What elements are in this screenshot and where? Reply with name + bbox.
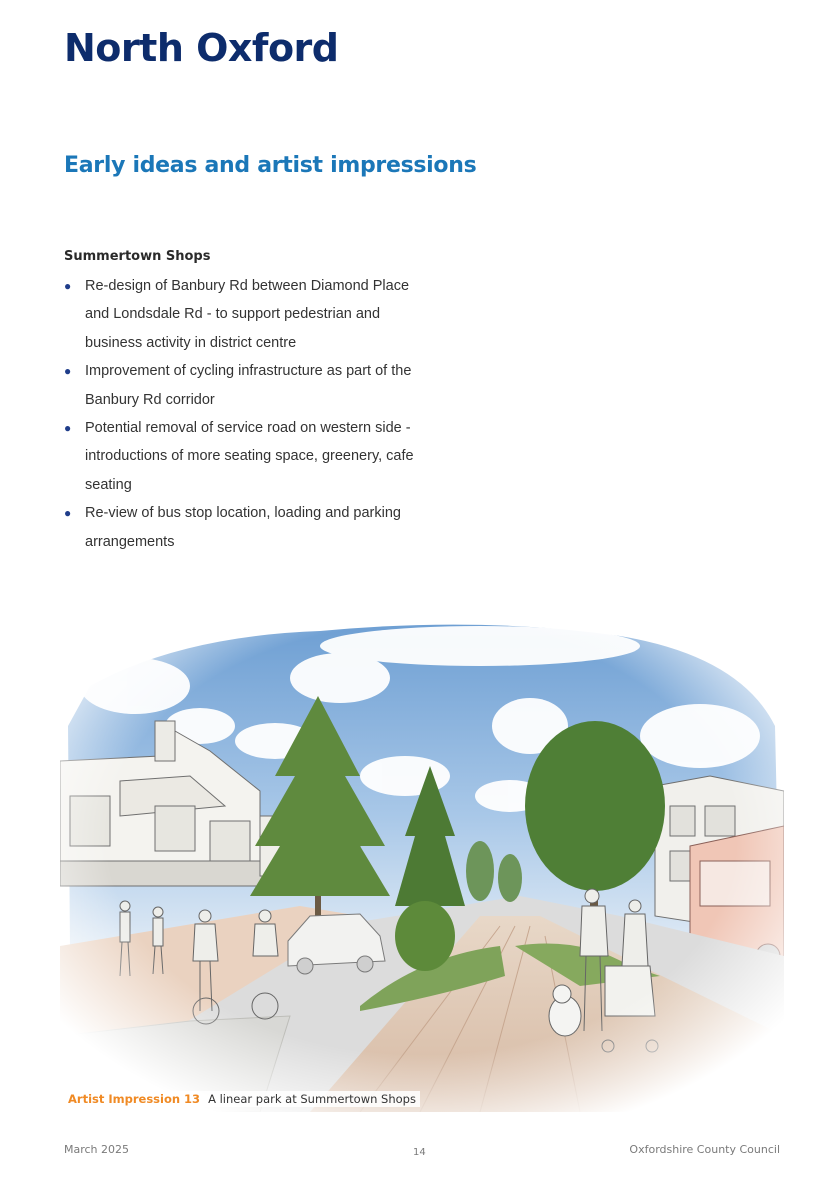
bullet-text: Potential removal of service road on western side - introductions of more seating space, greenery, cafe seating: [85, 420, 414, 493]
figure-caption: [67, 1091, 420, 1107]
list-item: [64, 272, 424, 357]
bullet-text: Re-view of bus stop location, loading and parking arrangements: [85, 505, 401, 550]
section-title: Early ideas and artist impressions: [64, 153, 477, 178]
sub-heading: Summertown Shops: [64, 249, 211, 264]
caption-text: A linear park at Summertown Shops: [208, 1092, 416, 1106]
bullet-icon: ●: [64, 421, 72, 436]
page-number: 14: [413, 1147, 426, 1158]
bullet-text: Improvement of cycling infrastructure as part of the Banbury Rd corridor: [85, 363, 412, 408]
footer-organisation: Oxfordshire County Council: [629, 1143, 780, 1156]
list-item: [64, 499, 424, 556]
page-title: North Oxford: [64, 26, 339, 70]
footer-date: March 2025: [64, 1143, 130, 1156]
bullet-icon: ●: [64, 506, 72, 521]
bullet-icon: ●: [64, 364, 72, 379]
list-item: [64, 414, 424, 499]
bullet-icon: ●: [64, 279, 72, 293]
caption-tag: Artist Impression 13: [68, 1092, 201, 1106]
bullet-text: Re-design of Banbury Rd between Diamond Place and Londsdale Rd - to support pedestrian and business activity in district centre: [85, 278, 410, 351]
list-item: [64, 357, 424, 414]
bullet-list: [64, 272, 424, 556]
street-illustration: [60, 616, 784, 1112]
